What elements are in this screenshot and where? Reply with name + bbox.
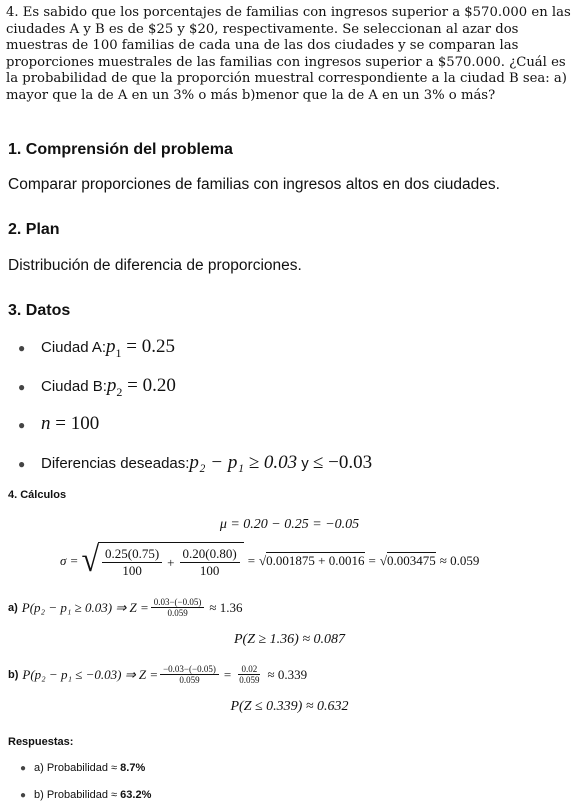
- answer-value: 8.7%: [120, 762, 146, 774]
- z-fraction: [160, 664, 219, 685]
- data-item-ciudad-a: [18, 336, 175, 361]
- section-1-title: 1. Comprensión del problema: [8, 141, 233, 158]
- fraction-denominator: 0.059: [179, 675, 200, 685]
- answer-value: 63.2%: [120, 789, 152, 801]
- bullet-icon: ●: [18, 457, 26, 471]
- answer-label: a) Probabilidad ≈: [34, 762, 121, 774]
- answer-b: [20, 789, 151, 801]
- data-item-label: Ciudad A:: [41, 339, 107, 356]
- bullet-icon: ●: [18, 341, 26, 355]
- data-item-ciudad-b: [18, 375, 176, 400]
- fraction-denominator: 0.059: [167, 608, 188, 618]
- section-2-title: 2. Plan: [8, 221, 60, 238]
- part-a-expression: P(p₂ − p₁ ≥ 0.03) ⇒ Z =: [21, 599, 149, 615]
- sigma-equation: σ = √ $\frac{0.25(0.75)}{100}$ + $\frac{0.20(0.80)}{100}$ = √ 0.001875 + 0.0016 = √ 0.003475 ≈ 0.059: [60, 539, 480, 579]
- fraction-denominator: 100: [122, 563, 142, 578]
- data-item-diferencias: [18, 452, 372, 474]
- math-expression: ≤ −0.03: [312, 452, 373, 473]
- bullet-icon: ●: [20, 763, 27, 774]
- plus-operator: +: [167, 554, 175, 570]
- part-a-probability: P(Z ≥ 1.36) ≈ 0.087: [233, 632, 346, 647]
- part-b-label: b): [8, 668, 19, 681]
- math-symbol: p: [106, 336, 116, 357]
- section-2-body: Distribución de diferencia de proporciones.: [8, 257, 302, 274]
- section-4-title: 4. Cálculos: [8, 489, 67, 501]
- section-3-title: 3. Datos: [8, 302, 71, 319]
- math-value: = 100: [50, 413, 100, 434]
- z-fraction: [151, 597, 205, 618]
- part-b-equation: [8, 664, 307, 685]
- part-a-label: a): [8, 601, 18, 614]
- sigma-approx: ≈ 0.059: [439, 552, 480, 568]
- math-value: = 0.20: [122, 375, 176, 396]
- fraction-numerator: −0.03−(−0.05): [160, 664, 219, 675]
- sigma-lhs: σ =: [60, 552, 79, 568]
- z-approx: ≈ 0.339: [267, 666, 308, 682]
- sqrt-symbol: √ $\frac{0.25(0.75)}{100}$ + $\frac{0.20(0.80)}{100}$: [81, 542, 243, 579]
- sqrt-expression: 0.003475: [387, 553, 436, 568]
- part-b-probability: P(Z ≤ 0.339) ≈ 0.632: [230, 699, 349, 714]
- problem-statement: 4. Es sabido que los porcentajes de familias con ingresos superior a $570.000 en las ciudades A y B es de $25 y $20, respectivamente. Se seleccionan al azar dos muestras de 100 familias de cada una de las dos ciudades y se comparan las proporciones muestrales de las familias con ingresos superior a $570.000. ¿Cuál es la probabilidad de que la proporción muestral correspondiente a la ciudad B sea: a) mayor que la de A en un 3% o más b)menor que la de A en un 3% o más?: [6, 5, 571, 103]
- data-item-label: Ciudad B:: [41, 378, 107, 395]
- part-a-equation: [8, 597, 243, 618]
- math-symbol: p: [106, 375, 117, 396]
- bullet-icon: ●: [20, 790, 27, 801]
- mu-equation: μ = 0.20 − 0.25 = −0.05: [219, 517, 360, 532]
- data-item-label: Diferencias deseadas:: [41, 455, 190, 472]
- math-expression: p₂ − p₁ ≥ 0.03: [189, 452, 298, 473]
- answers-title: Respuestas:: [8, 736, 74, 748]
- sqrt-expression: 0.001875 + 0.0016: [266, 553, 365, 568]
- fraction-numerator: 0.20(0.80): [180, 546, 240, 563]
- fraction-numerator: 0.03−(−0.05): [151, 597, 205, 608]
- fraction-numerator: 0.25(0.75): [102, 546, 162, 563]
- section-1-body: Comparar proporciones de familias con ingresos altos en dos ciudades.: [8, 176, 500, 193]
- equals-sign: =: [247, 552, 256, 568]
- bullet-icon: ●: [18, 418, 26, 432]
- answer-a: [20, 762, 145, 774]
- math-value: = 0.25: [121, 336, 176, 357]
- fraction-denominator: 0.059: [239, 675, 260, 685]
- math-subscript: 2: [116, 384, 123, 399]
- answer-label: b) Probabilidad ≈: [34, 789, 121, 801]
- data-item-n: [18, 413, 99, 435]
- equals-sign: =: [368, 552, 376, 568]
- math-symbol: n: [41, 413, 51, 434]
- fraction-numerator: 0.02: [238, 664, 260, 675]
- equals-sign: =: [223, 666, 232, 682]
- fraction-denominator: 100: [199, 563, 220, 578]
- part-b-expression: P(p₂ − p₁ ≤ −0.03) ⇒ Z =: [22, 666, 159, 682]
- z-approx: ≈ 1.36: [209, 599, 243, 615]
- bullet-icon: ●: [18, 380, 26, 394]
- z-fraction-simplified: [236, 664, 262, 685]
- math-subscript: 1: [115, 345, 122, 360]
- data-item-connector: y: [297, 455, 313, 472]
